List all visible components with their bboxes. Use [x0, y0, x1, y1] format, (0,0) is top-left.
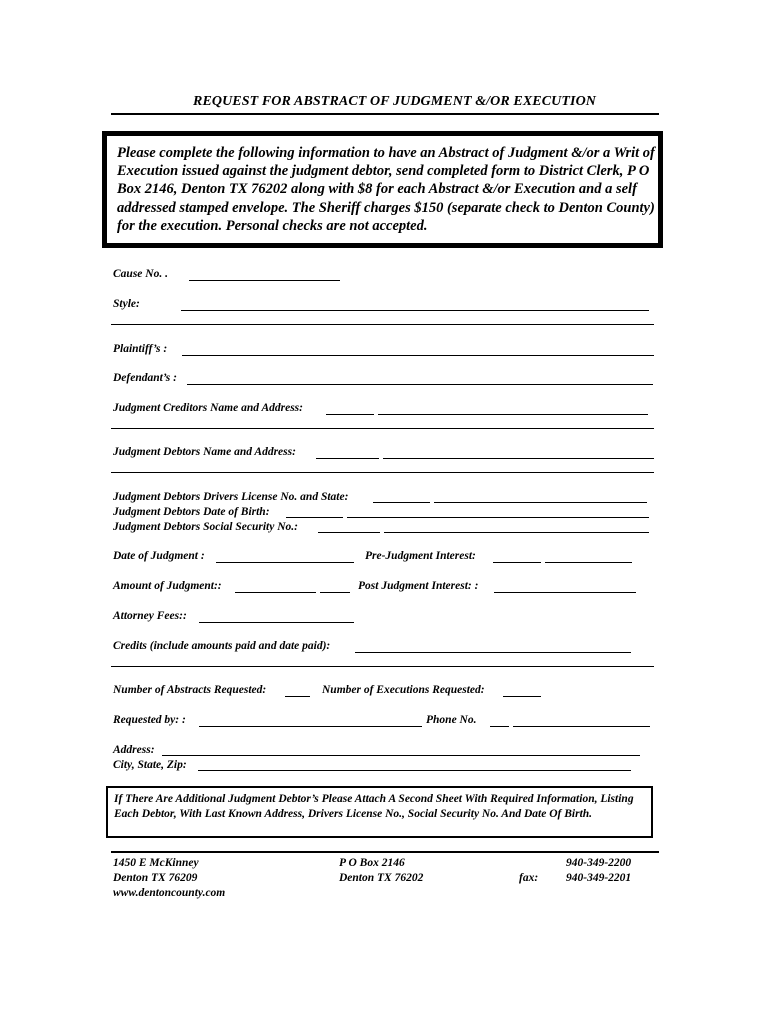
instructions-text: Please complete the following information to have an Abstract of Judgment &/or a Writ of Execution issued against the judgment debtor, send completed form to District Clerk, P O Box 2146, Denton TX 76202 along with $8 for each Abstract &/or Execution and a self addressed stamped envelope. The Sheriff charges $150 (separate check to Denton County) for the execution. Personal checks are not accepted.	[117, 145, 655, 234]
num-executions-field[interactable]	[503, 696, 541, 697]
phone-field-a[interactable]	[490, 726, 509, 727]
debtors-field-line-2[interactable]	[111, 472, 654, 473]
footer-city-1: Denton TX 76209	[113, 872, 198, 884]
instructions-box	[102, 131, 663, 248]
credits-label: Credits (include amounts paid and date paid):	[113, 640, 331, 652]
cause-no-label: Cause No. .	[113, 268, 168, 280]
style-label: Style:	[113, 298, 140, 310]
amount-of-judgment-field-b[interactable]	[320, 592, 350, 593]
plaintiffs-field[interactable]	[182, 355, 654, 356]
amount-of-judgment-label: Amount of Judgment::	[113, 580, 222, 592]
dob-field-b[interactable]	[347, 517, 649, 518]
footer-po-box: P O Box 2146	[339, 857, 405, 869]
footer-fax: 940-349-2201	[566, 872, 632, 884]
phone-field-b[interactable]	[513, 726, 650, 727]
creditors-field-a[interactable]	[326, 414, 374, 415]
style-field-line-2[interactable]	[111, 324, 654, 325]
additional-debtors-note: If There Are Additional Judgment Debtor’s Please Attach A Second Sheet With Required Information, Listing Each Debtor, With Last Known Address, Drivers License No., Social Security No. And Date Of Birth.	[114, 793, 634, 820]
city-state-zip-field[interactable]	[198, 770, 631, 771]
credits-field-line-2[interactable]	[111, 666, 654, 667]
pre-judgment-interest-label: Pre-Judgment Interest:	[365, 550, 476, 562]
requested-by-field[interactable]	[199, 726, 422, 727]
footer-phone: 940-349-2200	[566, 857, 632, 869]
address-field[interactable]	[162, 755, 640, 756]
debtors-field-a[interactable]	[316, 458, 379, 459]
date-of-judgment-field[interactable]	[216, 562, 354, 563]
pre-judgment-interest-field-b[interactable]	[545, 562, 632, 563]
title-rule	[111, 113, 659, 115]
ssn-label: Judgment Debtors Social Security No.:	[113, 521, 298, 533]
address-label: Address:	[113, 744, 155, 756]
footer-street: 1450 E McKinney	[113, 857, 199, 869]
debtors-field-b[interactable]	[383, 458, 654, 459]
style-field[interactable]	[181, 310, 649, 311]
phone-label: Phone No.	[426, 714, 477, 726]
dob-label: Judgment Debtors Date of Birth:	[113, 506, 270, 518]
attorney-fees-label: Attorney Fees::	[113, 610, 187, 622]
footer-city-2: Denton TX 76202	[339, 872, 424, 884]
license-field-a[interactable]	[373, 502, 430, 503]
plaintiffs-label: Plaintiff’s :	[113, 343, 168, 355]
num-abstracts-field[interactable]	[285, 696, 310, 697]
num-abstracts-label: Number of Abstracts Requested:	[113, 684, 267, 696]
pre-judgment-interest-field-a[interactable]	[493, 562, 541, 563]
ssn-field-a[interactable]	[318, 532, 380, 533]
debtors-label: Judgment Debtors Name and Address:	[113, 446, 296, 458]
attorney-fees-field[interactable]	[199, 622, 354, 623]
creditors-field-line-2[interactable]	[111, 428, 654, 429]
cause-no-field[interactable]	[189, 280, 340, 281]
ssn-field-b[interactable]	[384, 532, 649, 533]
amount-of-judgment-field-a[interactable]	[235, 592, 316, 593]
footer-rule	[111, 851, 659, 853]
creditors-label: Judgment Creditors Name and Address:	[113, 402, 303, 414]
dob-field-a[interactable]	[286, 517, 343, 518]
num-executions-label: Number of Executions Requested:	[322, 684, 485, 696]
license-label: Judgment Debtors Drivers License No. and State:	[113, 491, 349, 503]
post-judgment-interest-field[interactable]	[494, 592, 636, 593]
form-title: REQUEST FOR ABSTRACT OF JUDGMENT &/OR EXECUTION	[193, 94, 597, 109]
license-field-b[interactable]	[434, 502, 647, 503]
footer-fax-label: fax:	[519, 872, 539, 884]
post-judgment-interest-label: Post Judgment Interest: :	[358, 580, 479, 592]
additional-debtors-note-box	[106, 786, 653, 838]
requested-by-label: Requested by: :	[113, 714, 186, 726]
credits-field[interactable]	[355, 652, 631, 653]
date-of-judgment-label: Date of Judgment :	[113, 550, 205, 562]
defendants-label: Defendant’s :	[113, 372, 177, 384]
defendants-field[interactable]	[187, 384, 653, 385]
footer-website[interactable]: www.dentoncounty.com	[113, 887, 226, 899]
creditors-field-b[interactable]	[378, 414, 648, 415]
city-state-zip-label: City, State, Zip:	[113, 759, 187, 771]
